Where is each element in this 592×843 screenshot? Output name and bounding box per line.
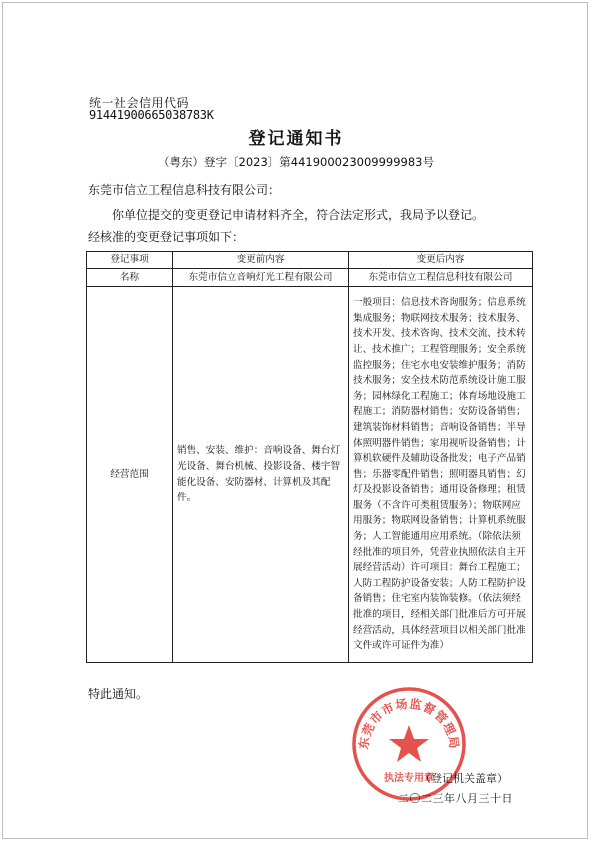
header-item: 登记事项	[87, 252, 173, 269]
svg-text:执法专用章: 执法专用章	[384, 773, 434, 784]
table-row	[87, 287, 533, 663]
header-before: 变更前内容	[173, 252, 349, 269]
body-paragraph-1: 你单位提交的变更登记申请材料齐全，符合法定形式，我局予以登记。	[112, 208, 485, 222]
table-header-row	[87, 252, 533, 269]
closing-text: 特此通知。	[88, 687, 149, 701]
svg-text:东莞市市场监督管理局: 东莞市市场监督管理局	[356, 696, 462, 751]
authority-seal-note: （登记机关盖章）	[420, 772, 508, 785]
body-paragraph-2: 经核准的变更登记事项如下：	[88, 230, 245, 244]
uscc-code: 91441900665038783K	[89, 108, 214, 122]
issue-date: 二〇二三年八月三十日	[398, 792, 513, 805]
uscc-label: 统一社会信用代码	[89, 96, 190, 110]
document-number: （粤东）登字〔2023〕第441900023009999983号	[158, 155, 434, 169]
row-item-scope: 经营范围	[87, 287, 173, 663]
header-after: 变更后内容	[349, 252, 533, 269]
row-item-name: 名称	[87, 269, 173, 287]
document-title: 登记通知书	[248, 129, 344, 149]
change-items-table	[86, 251, 533, 663]
row-before-name: 东莞市信立音响灯光工程有限公司	[173, 269, 349, 287]
row-after-name: 东莞市信立工程信息科技有限公司	[349, 269, 533, 287]
row-after-scope: 一般项目：信息技术咨询服务；信息系统集成服务；物联网技术服务；技术服务、技术开发、技术咨询、技术交流、技术转让、技术推广；工程管理服务；安全系统监控服务；住宅水电安装维护服务；消防技术服务；安全技术防范系统设计施工服务；园林绿化工程施工；体育场地设施工程施工；消防器材销售；安防设备销售；建筑装饰材料销售；音响设备销售；半导体照明器件销售；家用视听设备销售；计算机软硬件及辅助设备批发；电子产品销售；乐器零配件销售；照明器具销售；幻灯及投影设备销售；通用设备修理；租赁服务（不含许可类租赁服务）；物联网应用服务；物联网设备销售；计算机系统服务；人工智能通用应用系统。（除依法须经批准的项目外，凭营业执照依法自主开展经营活动）许可项目：舞台工程施工；人防工程防护设备安装；人防工程防护设备销售；住宅室内装饰装修。（依法须经批准的项目，经相关部门批准后方可开展经营活动，具体经营项目以相关部门批准文件或许可证件为准）	[349, 287, 533, 663]
addressee: 东莞市信立工程信息科技有限公司：	[88, 183, 281, 197]
table-row	[87, 269, 533, 287]
row-before-scope: 销售、安装、维护：音响设备、舞台灯光设备、舞台机械、投影设备、楼宇智能化设备、安防器材、计算机及其配件。	[173, 287, 349, 663]
